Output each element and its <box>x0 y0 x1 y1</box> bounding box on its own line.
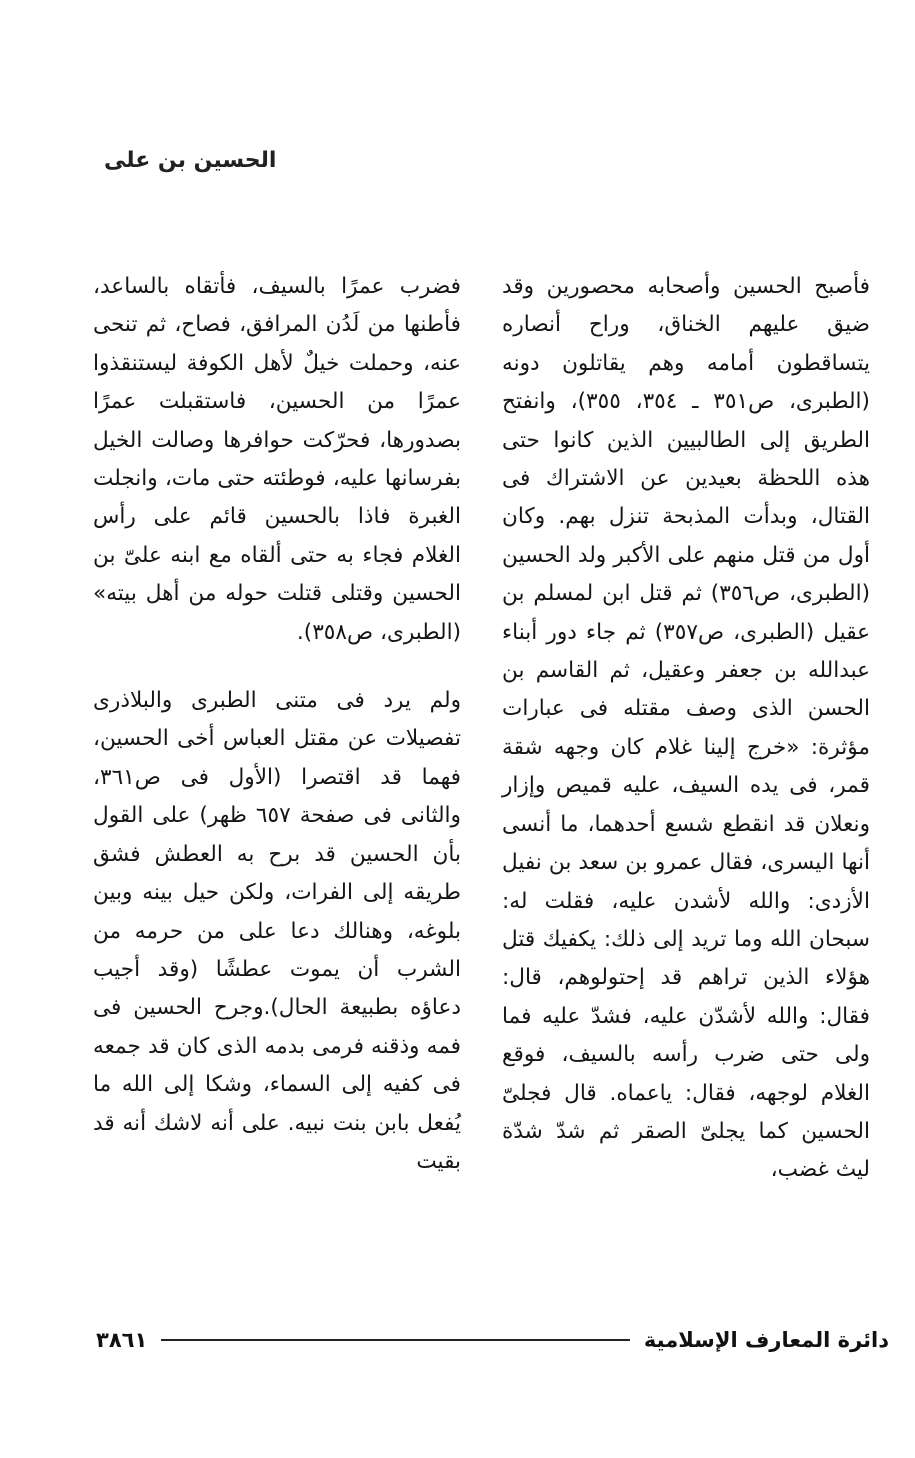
page-footer <box>96 1325 889 1355</box>
paragraph: فأصبح الحسين وأصحابه محصورين وقد ضيق عليهم الخناق، وراح أنصاره يتساقطون أمامه وهم يقاتلون دونه (الطبرى، ص٣٥١ ـ ٣٥٤، ٣٥٥)، وانفتح الطريق إلى الطالبيين الذين كانوا حتى هذه اللحظة بعيدين عن الاشتراك فى القتال، وبدأت المذبحة تنزل بهم. وكان أول من قتل منهم على الأكبر ولد الحسين (الطبرى، ص٣٥٦) ثم قتل ابن لمسلم بن عقيل (الطبرى، ص٣٥٧) ثم جاء دور أبناء عبدالله بن جعفر وعقيل، ثم القاسم بن الحسن الذى وصف مقتله فى عبارات مؤثرة: «خرج إلينا غلام كان وجهه شقة قمر، فى يده السيف، عليه قميص وإزار ونعلان قد انقطع شسع أحدهما، ما أنسى أنها اليسرى، فقال عمرو بن سعد بن نفيل الأزدى: والله لأشدن عليه، فقلت له: سبحان الله وما تريد إلى ذلك: يكفيك قتل هؤلاء الذين تراهم قد إحتولوهم، قال: فقال: والله لأشدّن عليه، فشدّ عليه فما ولى حتى ضرب رأسه بالسيف، فوقع الغلام لوجهه، فقال: ياعماه. قال فجلىّ الحسين كما يجلىّ الصقر ثم شدّ شدّة ليث غضب، <box>502 274 870 1183</box>
footer-divider <box>161 1339 630 1341</box>
paragraph: ولم يرد فى متنى الطبرى والبلاذرى تفصيلات عن مقتل العباس أخى الحسين، فهما قد اقتصرا (الأول فى ص٣٦١، والثانى فى صفحة ٦٥٧ ظهر) على القول بأن الحسين قد برح به العطش فشق طريقه إلى الفرات، ولكن حيل بينه وبين بلوغه، وهنالك دعا على من حرمه من الشرب أن يموت عطشًا (وقد أجيب دعاؤه بطبيعة الحال).وجرح الحسين فى فمه وذقنه فرمى بدمه الذى كان قد جمعه فى كفيه إلى السماء، وشكا إلى الله ما يُفعل بابن بنت نبيه. على أنه لاشك أنه قد بقيت <box>93 688 461 1174</box>
paragraph: فضرب عمرًا بالسيف، فأتقاه بالساعد، فأطنها من لَدُن المرافق، فصاح، ثم تنحى عنه، وحملت خيلٌ لأهل الكوفة ليستنقذوا عمرًا من الحسين، فاستقبلت عمرًا بصدورها، فحرّكت حوافرها وصالت الخيل بفرسانها عليه، فوطئته حتى مات، وانجلت الغبرة فاذا بالحسين قائم على رأس الغلام فجاء به حتى ألقاه مع ابنه علىّ بن الحسين وقتلى قتلت حوله من أهل بيته» (الطبرى، ص٣٥٨). <box>93 274 461 645</box>
page-number: ٣٨٦١ <box>96 1328 148 1352</box>
footer-encyclopedia-title: دائرة المعارف الإسلامية <box>643 1328 889 1352</box>
left-column <box>93 268 461 1181</box>
running-header-title: الحسين بن على <box>104 148 277 173</box>
right-column <box>502 268 870 1190</box>
